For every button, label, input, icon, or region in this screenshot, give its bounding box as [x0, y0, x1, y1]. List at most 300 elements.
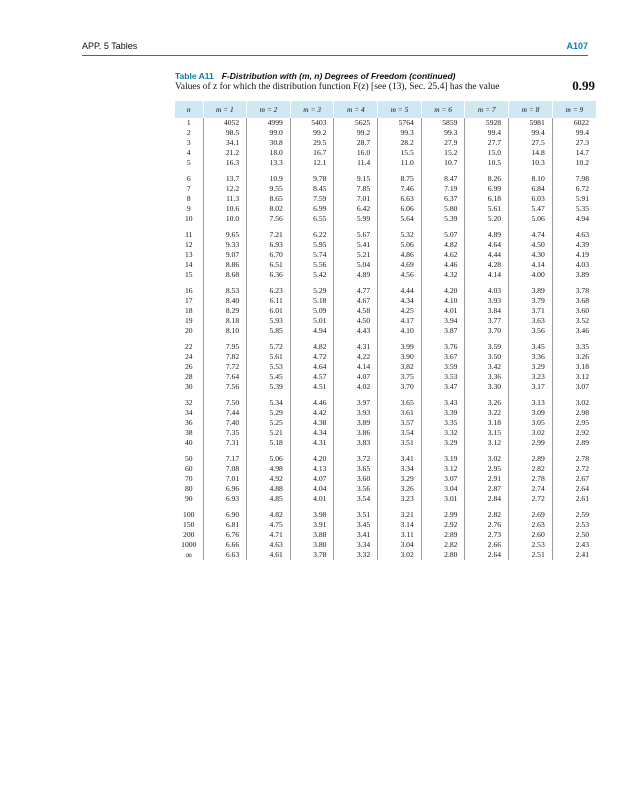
table-cell: 4.94 [290, 326, 334, 336]
table-row [175, 240, 596, 250]
row-degree: 12 [184, 240, 193, 249]
table-cell: 3.07 [552, 382, 596, 392]
table-cell: 3.61 [378, 408, 422, 418]
table-cell: 6.93 [247, 240, 291, 250]
table-cell: 3.65 [378, 398, 422, 408]
row-degree: 28 [184, 372, 193, 381]
table-cell: 3.80 [290, 540, 334, 550]
table-cell: 2.63 [509, 520, 553, 530]
probability-value: 0.99 [572, 78, 595, 93]
row-degree: 80 [184, 484, 193, 493]
table-cell: 2.72 [552, 464, 596, 474]
table-cell: 3.18 [465, 418, 509, 428]
table-cell: 34.1 [203, 138, 247, 148]
table-cell: 2.89 [509, 454, 553, 464]
table-cell: 8.40 [203, 296, 247, 306]
row-degree: 70 [184, 474, 193, 483]
table-cell: 5.99 [334, 214, 378, 224]
table-cell: 99.2 [290, 128, 334, 138]
table-cell: 4.14 [334, 362, 378, 372]
table-row [175, 148, 596, 158]
table-cell: 4.14 [509, 260, 553, 270]
row-degree: 5 [186, 158, 191, 167]
table-cell: 27.9 [421, 138, 465, 148]
table-cell: 8.45 [290, 184, 334, 194]
table-cell: 4.82 [290, 342, 334, 352]
row-degree: 20 [184, 326, 193, 335]
row-degree: 11 [185, 230, 193, 239]
table-row [175, 326, 596, 336]
table-cell: 6.76 [203, 530, 247, 540]
table-cell: 4.32 [421, 270, 465, 280]
table-row [175, 342, 596, 352]
table-cell: 4.01 [421, 306, 465, 316]
table-cell: 4.92 [247, 474, 291, 484]
table-cell: 3.17 [509, 382, 553, 392]
table-cell: 10.0 [203, 214, 247, 224]
row-degree: 24 [184, 352, 193, 361]
table-cell: 3.57 [378, 418, 422, 428]
table-cell: 4.71 [247, 530, 291, 540]
table-cell: 2.92 [421, 520, 465, 530]
table-cell: 8.10 [203, 326, 247, 336]
table-cell: 2.92 [552, 428, 596, 438]
table-cell: 5.41 [334, 240, 378, 250]
table-cell: 4.82 [247, 510, 291, 520]
table-row [175, 138, 596, 148]
table-cell: 3.04 [378, 540, 422, 550]
table-cell: 10.7 [421, 158, 465, 168]
table-cell: 3.35 [552, 342, 596, 352]
table-cell: 6.90 [203, 510, 247, 520]
table-cell: 3.78 [552, 286, 596, 296]
table-cell: 2.98 [552, 408, 596, 418]
table-cell: 3.54 [334, 494, 378, 504]
table-cell: 4.30 [509, 250, 553, 260]
table-cell: 8.68 [203, 270, 247, 280]
table-cell: 3.14 [378, 520, 422, 530]
table-cell: 3.02 [378, 550, 422, 560]
table-cell: 7.21 [247, 230, 291, 240]
table-cell: 2.82 [421, 540, 465, 550]
table-row [175, 454, 596, 464]
table-cell: 15.5 [378, 148, 422, 158]
table-cell: 3.34 [334, 540, 378, 550]
row-degree: 19 [184, 316, 193, 325]
table-cell: 4.67 [334, 296, 378, 306]
table-cell: 2.50 [552, 530, 596, 540]
table-cell: 7.64 [203, 372, 247, 382]
table-cell: 3.12 [465, 438, 509, 448]
table-row [175, 408, 596, 418]
table-cell: 4.43 [334, 326, 378, 336]
table-cell: 4.72 [290, 352, 334, 362]
table-cell: 15.0 [465, 148, 509, 158]
table-row [175, 418, 596, 428]
table-cell: 3.29 [509, 362, 553, 372]
table-cell: 3.70 [378, 382, 422, 392]
table-cell: 3.36 [465, 372, 509, 382]
table-cell: 3.60 [334, 474, 378, 484]
table-cell: 5.39 [247, 382, 291, 392]
table-row [175, 362, 596, 372]
table-cell: 5.06 [509, 214, 553, 224]
table-cell: 7.35 [203, 428, 247, 438]
row-degree: 100 [183, 510, 195, 519]
subtitle-text: Values of z for which the distribution function F(z) [see (13), Sec. 25.4] has the value [175, 82, 500, 92]
table-cell: 5.67 [334, 230, 378, 240]
table-cell: 3.71 [509, 306, 553, 316]
table-cell: 99.3 [378, 128, 422, 138]
table-cell: 4.31 [290, 438, 334, 448]
table-cell: 6.81 [203, 520, 247, 530]
table-cell: 5.20 [465, 214, 509, 224]
table-cell: 8.10 [509, 174, 553, 184]
table-cell: 4.46 [421, 260, 465, 270]
table-cell: 4.63 [552, 230, 596, 240]
table-cell: 4.01 [290, 494, 334, 504]
table-row [175, 372, 596, 382]
table-cell: 4.42 [290, 408, 334, 418]
table-cell: 2.95 [465, 464, 509, 474]
table-cell: 3.01 [421, 494, 465, 504]
table-cell: 3.02 [509, 428, 553, 438]
table-cell: 7.95 [203, 342, 247, 352]
table-cell: 6.72 [552, 184, 596, 194]
table-cell: 2.80 [421, 550, 465, 560]
table-cell: 18.0 [247, 148, 291, 158]
column-header: m = 5 [378, 101, 422, 118]
table-cell: 3.02 [465, 454, 509, 464]
table-cell: 4.20 [421, 286, 465, 296]
table-cell: 5.29 [290, 286, 334, 296]
table-cell: 2.59 [552, 510, 596, 520]
table-cell: 2.69 [509, 510, 553, 520]
table-cell: 5.18 [290, 296, 334, 306]
table-cell: 5.45 [247, 372, 291, 382]
column-header: m = 3 [290, 101, 334, 118]
table-cell: 7.56 [203, 382, 247, 392]
table-cell: 4.56 [378, 270, 422, 280]
table-cell: 4.50 [334, 316, 378, 326]
table-cell: 4.20 [290, 454, 334, 464]
table-cell: 4.64 [290, 362, 334, 372]
table-cell: 3.12 [552, 372, 596, 382]
table-row [175, 398, 596, 408]
table-cell: 10.2 [552, 158, 596, 168]
table-cell: 4.98 [247, 464, 291, 474]
table-cell: 6022 [552, 118, 596, 128]
table-cell: 3.59 [465, 342, 509, 352]
table-cell: 9.15 [334, 174, 378, 184]
table-cell: 3.32 [421, 428, 465, 438]
table-cell: 2.78 [552, 454, 596, 464]
table-cell: 2.72 [509, 494, 553, 504]
table-cell: 99.4 [465, 128, 509, 138]
table-title [175, 71, 456, 81]
table-cell: 3.11 [378, 530, 422, 540]
table-cell: 7.17 [203, 454, 247, 464]
table-cell: 3.26 [378, 484, 422, 494]
table-row [175, 474, 596, 484]
table-cell: 6.99 [290, 204, 334, 214]
table-cell: 4.82 [421, 240, 465, 250]
table-row [175, 296, 596, 306]
table-cell: 4.34 [378, 296, 422, 306]
table-cell: 3.91 [290, 520, 334, 530]
table-cell: 4.74 [509, 230, 553, 240]
table-cell: 4.44 [378, 286, 422, 296]
table-cell: 3.68 [552, 296, 596, 306]
row-degree: 4 [186, 148, 191, 157]
table-cell: 3.41 [378, 454, 422, 464]
table-cell: 10.3 [509, 158, 553, 168]
table-cell: 6.93 [203, 494, 247, 504]
table-cell: 4.17 [378, 316, 422, 326]
table-cell: 9.07 [203, 250, 247, 260]
table-cell: 2.43 [552, 540, 596, 550]
table-cell: 99.4 [552, 128, 596, 138]
table-cell: 7.01 [203, 474, 247, 484]
table-cell: 3.23 [509, 372, 553, 382]
table-cell: 3.35 [421, 418, 465, 428]
row-degree: 6 [186, 174, 191, 183]
table-cell: 4.89 [334, 270, 378, 280]
table-row [175, 520, 596, 530]
table-cell: 7.82 [203, 352, 247, 362]
table-cell: 5.85 [247, 326, 291, 336]
table-cell: 28.7 [334, 138, 378, 148]
table-cell: 3.76 [421, 342, 465, 352]
table-cell: 3.39 [421, 408, 465, 418]
table-cell: 3.13 [509, 398, 553, 408]
table-cell: 3.34 [378, 464, 422, 474]
table-cell: 4.86 [378, 250, 422, 260]
table-cell: 3.53 [421, 372, 465, 382]
table-cell: 5928 [465, 118, 509, 128]
table-cell: 14.8 [509, 148, 553, 158]
row-degree: 30 [184, 382, 193, 391]
table-cell: 3.65 [334, 464, 378, 474]
table-cell: 7.44 [203, 408, 247, 418]
table-cell: 3.23 [378, 494, 422, 504]
table-cell: 2.53 [509, 540, 553, 550]
table-row [175, 158, 596, 168]
table-cell: 4.03 [465, 286, 509, 296]
table-cell: 7.59 [290, 194, 334, 204]
table-cell: 9.55 [247, 184, 291, 194]
table-cell: 3.79 [509, 296, 553, 306]
table-cell: 3.84 [465, 306, 509, 316]
table-row [175, 316, 596, 326]
table-cell: 12.2 [203, 184, 247, 194]
table-cell: 4052 [203, 118, 247, 128]
table-cell: 15.2 [421, 148, 465, 158]
table-cell: 5.56 [290, 260, 334, 270]
table-cell: 4.38 [290, 418, 334, 428]
table-cell: 11.3 [203, 194, 247, 204]
table-cell: 4.77 [334, 286, 378, 296]
table-cell: 27.5 [509, 138, 553, 148]
table-cell: 3.89 [552, 270, 596, 280]
table-row [175, 286, 596, 296]
row-degree: 22 [184, 342, 193, 351]
table-cell: 2.53 [552, 520, 596, 530]
table-cell: 5.21 [247, 428, 291, 438]
table-cell: 98.5 [203, 128, 247, 138]
table-cell: 3.45 [509, 342, 553, 352]
table-row [175, 382, 596, 392]
table-cell: 4.31 [334, 342, 378, 352]
table-cell: 4.07 [334, 372, 378, 382]
table-row [175, 214, 596, 224]
table-cell: 12.1 [290, 158, 334, 168]
table-cell: 3.26 [552, 352, 596, 362]
row-degree: 18 [184, 306, 193, 315]
table-cell: 8.26 [465, 174, 509, 184]
table-cell: 3.36 [509, 352, 553, 362]
table-cell: 2.76 [465, 520, 509, 530]
table-row [175, 194, 596, 204]
table-cell: 3.87 [421, 326, 465, 336]
table-cell: 2.51 [509, 550, 553, 560]
column-header: n [175, 101, 203, 118]
table-cell: 99.4 [509, 128, 553, 138]
table-cell: 6.96 [203, 484, 247, 494]
table-cell: 6.99 [465, 184, 509, 194]
row-degree: 60 [184, 464, 193, 473]
header-rule [82, 55, 588, 56]
table-cell: 30.8 [247, 138, 291, 148]
table-cell: 2.91 [465, 474, 509, 484]
table-cell: 3.97 [334, 398, 378, 408]
table-cell: 5403 [290, 118, 334, 128]
row-degree: 10 [184, 214, 193, 223]
table-cell: 4.64 [465, 240, 509, 250]
table-cell: 6.66 [203, 540, 247, 550]
table-cell: 3.98 [290, 510, 334, 520]
table-cell: 7.85 [334, 184, 378, 194]
table-cell: 2.84 [465, 494, 509, 504]
table-cell: 7.56 [247, 214, 291, 224]
table-cell: 3.67 [421, 352, 465, 362]
table-cell: 3.59 [421, 362, 465, 372]
table-row [175, 550, 596, 560]
table-row [175, 510, 596, 520]
table-cell: 7.46 [378, 184, 422, 194]
table-cell: 6.51 [247, 260, 291, 270]
table-cell: 3.52 [552, 316, 596, 326]
table-title-text: F-Distribution with (m, n) Degrees of Freedom (continued) [221, 71, 456, 81]
table-cell: 7.08 [203, 464, 247, 474]
table-cell: 5.32 [378, 230, 422, 240]
table-cell: 3.94 [421, 316, 465, 326]
table-cell: 2.74 [509, 484, 553, 494]
table-cell: 99.0 [247, 128, 291, 138]
table-cell: 4.02 [334, 382, 378, 392]
table-cell: 6.36 [247, 270, 291, 280]
row-degree: 14 [184, 260, 193, 269]
table-cell: 3.54 [378, 428, 422, 438]
table-subtitle [175, 78, 595, 93]
row-degree: 9 [186, 204, 191, 213]
table-cell: 4.94 [552, 214, 596, 224]
row-degree: 8 [186, 194, 191, 203]
table-cell: 99.2 [334, 128, 378, 138]
row-degree: 16 [184, 286, 193, 295]
table-row [175, 260, 596, 270]
row-degree: 40 [184, 438, 193, 447]
table-cell: 5.06 [247, 454, 291, 464]
table-cell: 4.89 [465, 230, 509, 240]
table-cell: 2.64 [552, 484, 596, 494]
table-cell: 4.04 [290, 484, 334, 494]
page-header [82, 38, 588, 54]
table-cell: 29.5 [290, 138, 334, 148]
row-degree: 150 [183, 520, 195, 529]
table-cell: 8.86 [203, 260, 247, 270]
table-cell: 3.93 [465, 296, 509, 306]
table-cell: 8.47 [421, 174, 465, 184]
row-degree: 50 [184, 454, 193, 463]
table-cell: 13.3 [247, 158, 291, 168]
table-cell: 16.0 [334, 148, 378, 158]
table-row [175, 540, 596, 550]
table-cell: 4.00 [509, 270, 553, 280]
table-cell: 3.56 [509, 326, 553, 336]
table-cell: 3.12 [421, 464, 465, 474]
table-cell: 3.88 [290, 530, 334, 540]
row-degree: 2 [186, 128, 191, 137]
table-cell: 3.29 [421, 438, 465, 448]
table-cell: 5.47 [509, 204, 553, 214]
table-cell: 3.83 [334, 438, 378, 448]
table-cell: 7.72 [203, 362, 247, 372]
table-cell: 3.47 [421, 382, 465, 392]
row-degree: 90 [184, 494, 193, 503]
table-cell: 3.78 [290, 550, 334, 560]
table-cell: 3.99 [378, 342, 422, 352]
table-cell: 2.82 [509, 464, 553, 474]
table-row [175, 484, 596, 494]
table-cell: 8.29 [203, 306, 247, 316]
table-cell: 4.85 [247, 494, 291, 504]
table-cell: 3.89 [334, 418, 378, 428]
f-distribution-table [175, 101, 596, 560]
table-cell: 5.93 [247, 316, 291, 326]
row-degree: 26 [184, 362, 193, 371]
table-cell: 4.10 [421, 296, 465, 306]
table-cell: 6.63 [203, 550, 247, 560]
table-cell: 28.2 [378, 138, 422, 148]
table-cell: 3.75 [378, 372, 422, 382]
table-cell: 4.50 [509, 240, 553, 250]
row-degree: 1 [186, 118, 191, 127]
table-cell: 3.43 [421, 398, 465, 408]
table-cell: 5.61 [247, 352, 291, 362]
table-cell: 5.80 [421, 204, 465, 214]
table-cell: 5.04 [334, 260, 378, 270]
table-cell: 3.21 [378, 510, 422, 520]
table-cell: 4.44 [465, 250, 509, 260]
table-cell: 4.28 [465, 260, 509, 270]
table-cell: 3.63 [509, 316, 553, 326]
table-cell: 3.09 [509, 408, 553, 418]
table-cell: 4.62 [421, 250, 465, 260]
row-degree: 15 [184, 270, 193, 279]
table-cell: 9.78 [290, 174, 334, 184]
table-cell: 5.91 [552, 194, 596, 204]
